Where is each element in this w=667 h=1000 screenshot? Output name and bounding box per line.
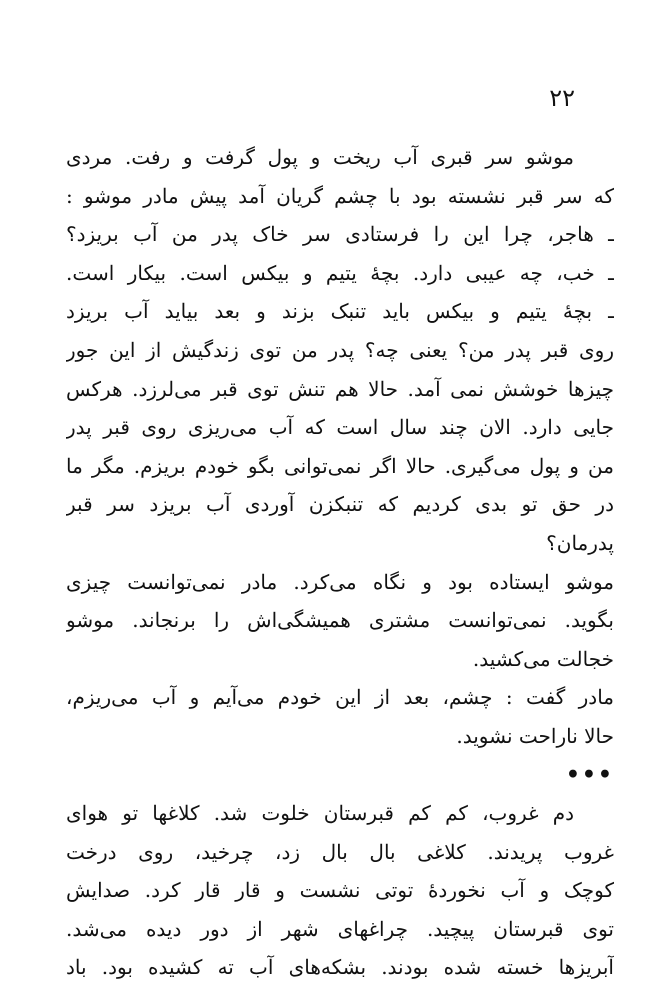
body-text [66, 138, 614, 987]
text-line: روی قبر پدر من؟ یعنی چه؟ پدر من توی زندگیش از این جور [66, 337, 614, 362]
text-line: کوچک و آب نخوردهٔ توتی نشست و قار قار کرد. صدایش [66, 878, 614, 903]
text-line: خجالت می‌کشید. [472, 646, 614, 671]
text-line: جایی دارد. الان چند سال است که آب می‌ریزی روی قبر پدر [66, 415, 614, 440]
text-line: من و پول می‌گیری. حالا اگر نمی‌توانی بگو خودم بریزم. مگر ما [66, 453, 614, 478]
text-line: چیزها خوشش نمی آمد. حالا هم تنش توی قبر می‌لرزد. هرکس [66, 376, 614, 401]
text-line: توی قبرستان پیچید. چراغهای شهر از دور دیده می‌شد. [66, 916, 614, 941]
text-line: مادر گفت : چشم، بعد از این خودم می‌آیم و آب می‌ریزم، [66, 685, 614, 710]
text-line: حالا ناراحت نشوید. [456, 723, 614, 748]
text-line: ـ هاجر، چرا این را فرستادی سر خاک پدر من آب بریزد؟ [66, 222, 614, 247]
text-line: دم غروب، کم کم قبرستان خلوت شد. کلاغها تو هوای [66, 801, 574, 826]
page-number: ۲۲ [549, 84, 575, 112]
text-line: پدرمان؟ [546, 530, 614, 555]
text-line: غروب پریدند. کلاغی بال بال زد، چرخید، روی درخت [66, 839, 614, 864]
text-line: ـ بچهٔ یتیم و بیکس باید تنبک بزند و بعد بیاید آب بریزد [66, 299, 614, 324]
text-line: بگوید. نمی‌توانست مشتری همیشگی‌اش را برنجاند. موشو [66, 608, 614, 633]
text-line: موشو سر قبری آب ریخت و پول گرفت و رفت. مردی [66, 145, 574, 169]
text-line: موشو ایستاده بود و نگاه می‌کرد. مادر نمی‌توانست چیزی [66, 569, 614, 594]
text-line: که سر قبر نشسته بود با چشم گریان آمد پیش مادر موشو : [66, 183, 614, 208]
section-separator: ••• [565, 761, 614, 788]
text-line: در حق تو بدی کردیم که تنبکزن آوردی آب بریزد سر قبر [66, 492, 614, 517]
text-line: ـ خب، چه عیبی دارد. بچهٔ یتیم و بیکس است. بیکار است. [66, 260, 614, 285]
text-line: آبریزها خسته شده بودند. بشکه‌های آب ته کشیده بود. باد [66, 955, 614, 980]
